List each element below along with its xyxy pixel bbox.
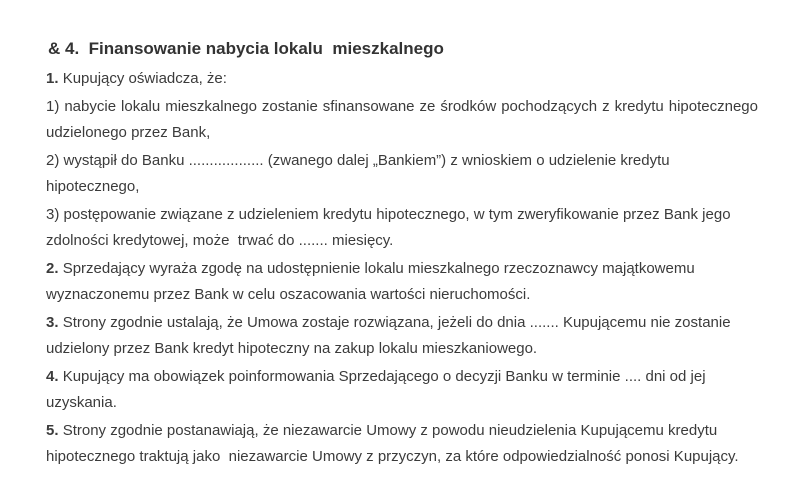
paragraph-marker: 2. xyxy=(46,260,59,277)
paragraph-text: postępowanie związane z udzieleniem kredytu hipotecznego, w tym zweryfikowanie przez Bank jego zdolności kredytowej, może trwać do ....... miesięcy. xyxy=(46,206,735,249)
clause-heading: & 4. Finansowanie nabycia lokalu mieszkalnego xyxy=(48,39,444,58)
paragraph-1-sub-1 xyxy=(46,94,763,146)
paragraph-marker: 3) xyxy=(46,206,60,223)
paragraph-2 xyxy=(46,256,758,308)
paragraph-1 xyxy=(46,66,758,92)
paragraph-3 xyxy=(46,310,758,362)
paragraph-text: Sprzedający wyraża zgodę na udostępnienie lokalu mieszkalnego rzeczoznawcy majątkowemu wyznaczonemu przez Bank w celu oszacowania wartości nieruchomości. xyxy=(46,260,699,303)
paragraph-5 xyxy=(46,418,758,470)
paragraph-4 xyxy=(46,364,758,416)
paragraph-marker: 3. xyxy=(46,314,59,331)
paragraph-text: Kupujący ma obowiązek poinformowania Sprzedającego o decyzji Banku w terminie .... dni od jej uzyskania. xyxy=(46,368,710,411)
paragraph-text: Kupujący oświadcza, że: xyxy=(62,70,227,87)
paragraph-marker: 2) xyxy=(46,152,60,169)
paragraph-marker: 4. xyxy=(46,368,59,385)
paragraph-marker: 1) xyxy=(46,98,60,115)
paragraph-marker: 5. xyxy=(46,422,59,439)
paragraph-text: Strony zgodnie ustalają, że Umowa zostaje rozwiązana, jeżeli do dnia ....... Kupującemu nie zostanie udzielony przez Bank kredyt hipoteczny na zakup lokalu mieszkaniowego. xyxy=(46,314,735,357)
paragraph-1-sub-2 xyxy=(46,148,758,200)
paragraph-text: Strony zgodnie postanawiają, że niezawarcie Umowy z powodu nieudzielenia Kupującemu kredytu hipotecznego traktują jako niezawarcie Umowy z przyczyn, za które odpowiedzialność ponosi Kupujący. xyxy=(46,422,739,465)
paragraph-1-sub-3 xyxy=(46,202,758,254)
paragraph-text: nabycie lokalu mieszkalnego zostanie sfinansowane ze środków pochodzących z kredytu hipotecznego udzielonego przez Bank, xyxy=(46,98,763,141)
paragraph-marker: 1. xyxy=(46,70,59,87)
paragraph-text: wystąpił do Banku .................. (zwanego dalej „Bankiem”) z wnioskiem o udzielenie kredytu hipotecznego, xyxy=(46,152,674,195)
